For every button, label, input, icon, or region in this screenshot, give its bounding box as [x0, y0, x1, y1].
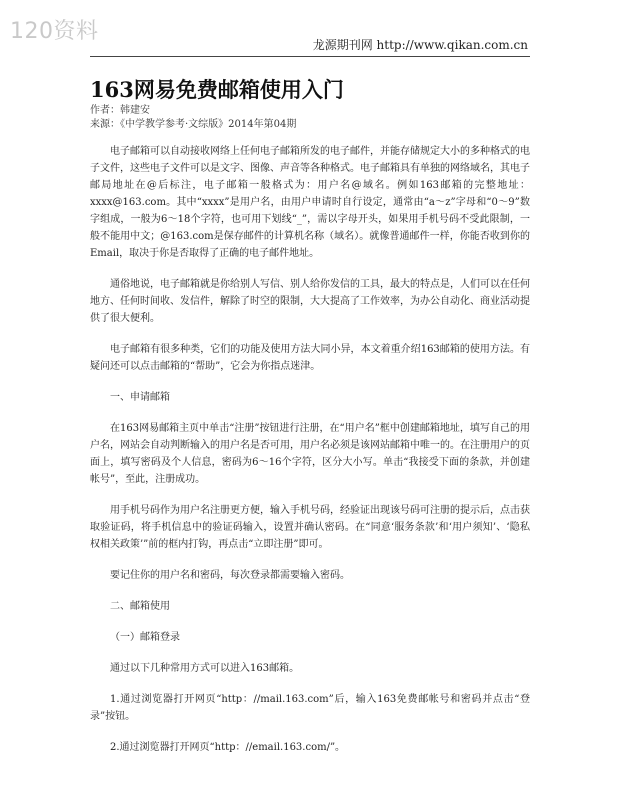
body-paragraph: 通俗地说，电子邮箱就是你给别人写信、别人给你发信的工具，最大的特点是，人们可以在任何地方、任何时间收、发信件，解除了时空的限制，大大提高了工作效率，为办公自动化、商业活动提供了很大便利。	[90, 279, 530, 324]
body-paragraph: 电子邮箱有很多种类，它们的功能及使用方法大同小异，本文着重介绍163邮箱的使用方法。有疑问还可以点击邮箱的“帮助”，它会为你指点迷津。	[90, 344, 530, 372]
body-paragraph: 用手机号码作为用户名注册更方便，输入手机号码，经验证出现该号码可注册的提示后，点击获取验证码，将手机信息中的验证码输入，设置并确认密码。在“同意‘服务条款’和‘用户须知’、‘隐私权相关政策’”前的框内打钩，再点击“立即注册”即可。	[90, 505, 530, 550]
header-divider	[90, 56, 530, 57]
section-heading: 一、申请邮箱	[110, 392, 170, 403]
watermark-logo: 120资料	[10, 19, 99, 44]
article-body	[90, 143, 530, 770]
article-author: 作者：韩建安	[90, 105, 150, 116]
body-paragraph: 2.通过浏览器打开网页“http：//email.163.com/”。	[110, 742, 346, 753]
body-paragraph: 要记住你的用户名和密码，每次登录都需要输入密码。	[110, 570, 350, 581]
subsection-heading: （一）邮箱登录	[110, 632, 180, 643]
article-source: 来源：《中学教学参考·文综版》2014年第04期	[90, 119, 297, 130]
header-source: 龙源期刊网 http://www.qikan.com.cn	[312, 38, 528, 52]
body-paragraph: 1.通过浏览器打开网页“http：//mail.163.com”后，输入163免费邮帐号和密码并点击“登录”按钮。	[90, 694, 530, 722]
article-title: 163网易免费邮箱使用入门	[90, 77, 344, 102]
body-paragraph: 在163网易邮箱主页中单击“注册”按钮进行注册，在“用户名”框中创建邮箱地址，填写自己的用户名，网站会自动判断输入的用户名是否可用，用户名必须是该网站邮箱中唯一的。在注册用户的页面上，填写密码及个人信息，密码为6～16个字符，区分大小写。单击“我接受下面的条款，并创建帐号”，至此，注册成功。	[90, 423, 530, 485]
section-heading: 二、邮箱使用	[110, 601, 170, 612]
body-paragraph: 电子邮箱可以自动接收网络上任何电子邮箱所发的电子邮件，并能存储规定大小的多种格式的电子文件，这些电子文件可以是文字、图像、声音等各种格式。电子邮箱具有单独的网络域名，其电子邮局地址在@后标注，电子邮箱一般格式为：用户名@域名。例如163邮箱的完整地址：xxxx@163.com。其中“xxxx”是用户名，由用户申请时自行设定，通常由“a～z”字母和“0～9”数字组成，一般为6～18个字符，也可用下划线“_”，需以字母开头，如果用手机号码不受此限制，一般不能用中文；@163.com是保存邮件的计算机名称（域名）。就像普通邮件一样，你能否收到你的Email，取决于你是否取得了正确的电子邮件地址。	[90, 146, 530, 259]
body-paragraph: 通过以下几种常用方式可以进入163邮箱。	[110, 663, 300, 674]
